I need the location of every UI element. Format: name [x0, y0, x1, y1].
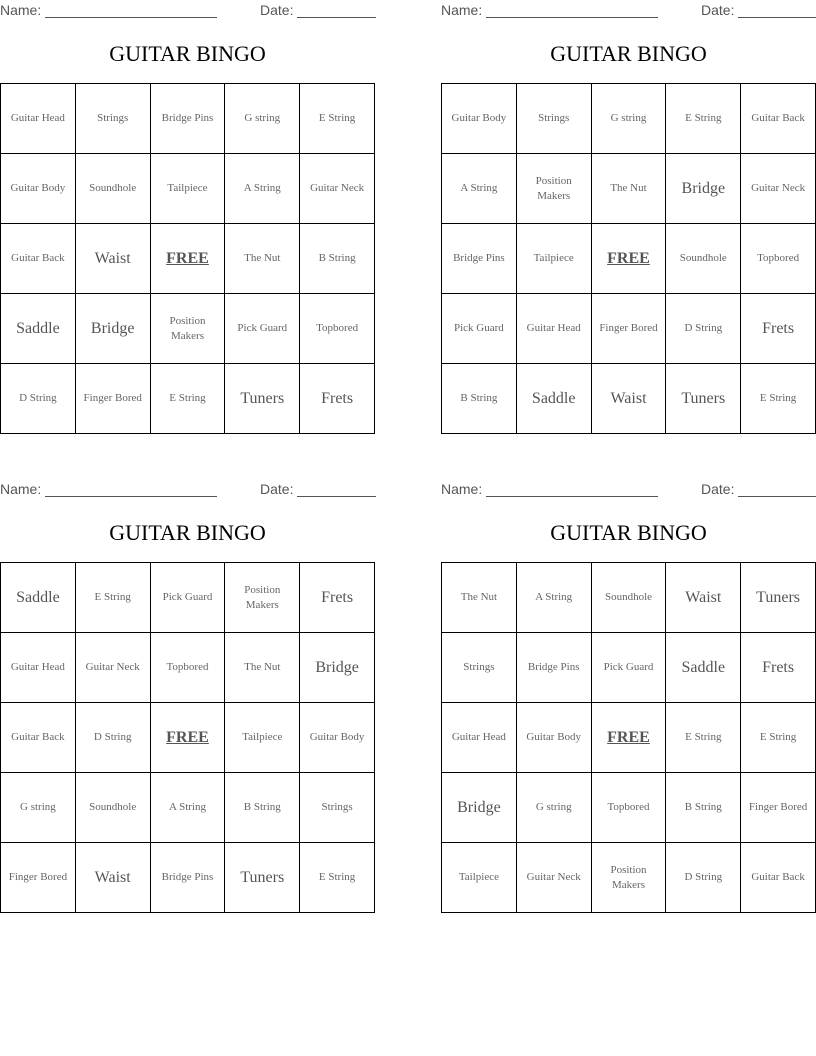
- bingo-cell[interactable]: E String: [741, 364, 816, 434]
- bingo-cell[interactable]: Guitar Body: [442, 84, 517, 154]
- bingo-cell[interactable]: Frets: [741, 294, 816, 364]
- bingo-cell[interactable]: E String: [666, 84, 741, 154]
- bingo-cell[interactable]: Strings: [517, 84, 592, 154]
- bingo-cell[interactable]: Saddle: [666, 633, 741, 703]
- bingo-cell[interactable]: Guitar Neck: [741, 154, 816, 224]
- name-blank[interactable]: [45, 17, 217, 18]
- bingo-cell[interactable]: Tuners: [225, 364, 300, 434]
- bingo-cell[interactable]: A String: [517, 563, 592, 633]
- bingo-cell[interactable]: Finger Bored: [741, 773, 816, 843]
- name-blank[interactable]: [486, 496, 658, 497]
- name-label: Name:: [441, 481, 483, 497]
- bingo-cell[interactable]: Guitar Back: [741, 84, 816, 154]
- bingo-cell[interactable]: Waist: [666, 563, 741, 633]
- bingo-cell[interactable]: G string: [517, 773, 592, 843]
- bingo-cell[interactable]: A String: [151, 773, 226, 843]
- bingo-cell[interactable]: Soundhole: [666, 224, 741, 294]
- bingo-cell[interactable]: Bridge Pins: [517, 633, 592, 703]
- bingo-cell[interactable]: Finger Bored: [76, 364, 151, 434]
- bingo-cell[interactable]: Saddle: [1, 294, 76, 364]
- bingo-cell[interactable]: Strings: [76, 84, 151, 154]
- bingo-cell[interactable]: Strings: [442, 633, 517, 703]
- bingo-grid: [0, 562, 375, 913]
- bingo-cell[interactable]: Guitar Body: [517, 703, 592, 773]
- name-date-row: [441, 2, 816, 20]
- bingo-cell[interactable]: Guitar Head: [1, 633, 76, 703]
- bingo-cell[interactable]: Guitar Back: [741, 843, 816, 913]
- bingo-cell[interactable]: Topbored: [151, 633, 226, 703]
- bingo-grid: [441, 83, 816, 434]
- bingo-cell[interactable]: Guitar Back: [1, 224, 76, 294]
- free-space[interactable]: FREE: [151, 224, 226, 294]
- name-date-row: [0, 2, 375, 20]
- date-blank[interactable]: [297, 17, 376, 18]
- bingo-cell[interactable]: Topbored: [592, 773, 667, 843]
- bingo-cell[interactable]: Guitar Body: [300, 703, 375, 773]
- bingo-card-3: [0, 479, 375, 914]
- name-blank[interactable]: [486, 17, 658, 18]
- bingo-cell[interactable]: D String: [76, 703, 151, 773]
- name-label: Name:: [0, 2, 42, 18]
- name-blank[interactable]: [45, 496, 217, 497]
- bingo-cell[interactable]: Guitar Neck: [517, 843, 592, 913]
- bingo-cell[interactable]: Tuners: [225, 843, 300, 913]
- bingo-cell[interactable]: The Nut: [225, 633, 300, 703]
- bingo-cell[interactable]: Position Makers: [517, 154, 592, 224]
- card-title: GUITAR BINGO: [109, 520, 266, 545]
- bingo-cell[interactable]: Bridge Pins: [151, 843, 226, 913]
- card-title: GUITAR BINGO: [550, 41, 707, 66]
- bingo-cell[interactable]: Tailpiece: [517, 224, 592, 294]
- card-title: GUITAR BINGO: [550, 520, 707, 545]
- bingo-cell[interactable]: Guitar Neck: [76, 633, 151, 703]
- bingo-cell[interactable]: Pick Guard: [442, 294, 517, 364]
- bingo-cell[interactable]: The Nut: [225, 224, 300, 294]
- bingo-cell[interactable]: E String: [151, 364, 226, 434]
- bingo-cell[interactable]: Finger Bored: [592, 294, 667, 364]
- bingo-card-1: [0, 0, 375, 435]
- bingo-cell[interactable]: Bridge Pins: [442, 224, 517, 294]
- date-label: Date:: [701, 481, 735, 497]
- bingo-cell[interactable]: Bridge: [666, 154, 741, 224]
- bingo-cell[interactable]: Guitar Neck: [300, 154, 375, 224]
- bingo-cell[interactable]: Bridge: [300, 633, 375, 703]
- bingo-cell[interactable]: B String: [300, 224, 375, 294]
- bingo-cell[interactable]: Saddle: [1, 563, 76, 633]
- bingo-cell[interactable]: G string: [225, 84, 300, 154]
- date-label: Date:: [260, 2, 294, 18]
- bingo-cell[interactable]: The Nut: [592, 154, 667, 224]
- bingo-cell[interactable]: Finger Bored: [1, 843, 76, 913]
- bingo-cell[interactable]: Soundhole: [592, 563, 667, 633]
- bingo-cell[interactable]: Frets: [300, 563, 375, 633]
- name-label: Name:: [441, 2, 483, 18]
- bingo-cell[interactable]: Position Makers: [225, 563, 300, 633]
- bingo-cell[interactable]: D String: [666, 843, 741, 913]
- bingo-cell[interactable]: The Nut: [442, 563, 517, 633]
- bingo-cell[interactable]: Guitar Back: [1, 703, 76, 773]
- bingo-cell[interactable]: Tailpiece: [442, 843, 517, 913]
- bingo-cell[interactable]: E String: [76, 563, 151, 633]
- bingo-cell[interactable]: Guitar Head: [442, 703, 517, 773]
- name-date-row: [441, 481, 816, 499]
- bingo-cell[interactable]: Tuners: [666, 364, 741, 434]
- bingo-cell[interactable]: Pick Guard: [592, 633, 667, 703]
- bingo-cell[interactable]: E String: [300, 84, 375, 154]
- bingo-cell[interactable]: Frets: [741, 633, 816, 703]
- bingo-cell[interactable]: A String: [225, 154, 300, 224]
- free-space[interactable]: FREE: [592, 224, 667, 294]
- name-label: Name:: [0, 481, 42, 497]
- free-space[interactable]: FREE: [151, 703, 226, 773]
- date-blank[interactable]: [738, 496, 816, 497]
- card-title: GUITAR BINGO: [109, 41, 266, 66]
- bingo-cell[interactable]: B String: [442, 364, 517, 434]
- bingo-grid: [0, 83, 375, 434]
- bingo-cell[interactable]: Topbored: [741, 224, 816, 294]
- bingo-card-4: [441, 479, 816, 914]
- bingo-cell[interactable]: D String: [666, 294, 741, 364]
- bingo-cell[interactable]: A String: [442, 154, 517, 224]
- bingo-cell[interactable]: Guitar Head: [1, 84, 76, 154]
- date-blank[interactable]: [738, 17, 816, 18]
- date-label: Date:: [260, 481, 294, 497]
- bingo-cell[interactable]: B String: [225, 773, 300, 843]
- free-space[interactable]: FREE: [592, 703, 667, 773]
- bingo-cell[interactable]: Frets: [300, 364, 375, 434]
- bingo-cell[interactable]: Strings: [300, 773, 375, 843]
- bingo-cell[interactable]: Tailpiece: [151, 154, 226, 224]
- bingo-cell[interactable]: Tailpiece: [225, 703, 300, 773]
- bingo-cell[interactable]: E String: [666, 703, 741, 773]
- date-label: Date:: [701, 2, 735, 18]
- bingo-cell[interactable]: Tuners: [741, 563, 816, 633]
- bingo-cell[interactable]: Position Makers: [592, 843, 667, 913]
- bingo-cell[interactable]: G string: [592, 84, 667, 154]
- name-date-row: [0, 481, 375, 499]
- bingo-cell[interactable]: Bridge: [76, 294, 151, 364]
- bingo-cell[interactable]: Guitar Head: [517, 294, 592, 364]
- bingo-cell[interactable]: G string: [1, 773, 76, 843]
- bingo-cell[interactable]: Waist: [592, 364, 667, 434]
- bingo-cell[interactable]: Guitar Body: [1, 154, 76, 224]
- bingo-grid: [441, 562, 816, 913]
- bingo-cell[interactable]: Bridge Pins: [151, 84, 226, 154]
- bingo-cell[interactable]: E String: [300, 843, 375, 913]
- date-blank[interactable]: [297, 496, 376, 497]
- bingo-cell[interactable]: E String: [741, 703, 816, 773]
- bingo-cell[interactable]: Soundhole: [76, 154, 151, 224]
- bingo-cell[interactable]: Pick Guard: [151, 563, 226, 633]
- bingo-cell[interactable]: Saddle: [517, 364, 592, 434]
- bingo-cell[interactable]: Position Makers: [151, 294, 226, 364]
- bingo-cell[interactable]: Soundhole: [76, 773, 151, 843]
- bingo-cell[interactable]: Topbored: [300, 294, 375, 364]
- bingo-card-2: [441, 0, 816, 435]
- bingo-cell[interactable]: Bridge: [442, 773, 517, 843]
- bingo-cell[interactable]: Pick Guard: [225, 294, 300, 364]
- bingo-cell[interactable]: D String: [1, 364, 76, 434]
- bingo-cell[interactable]: Waist: [76, 224, 151, 294]
- bingo-cell[interactable]: B String: [666, 773, 741, 843]
- bingo-cell[interactable]: Waist: [76, 843, 151, 913]
